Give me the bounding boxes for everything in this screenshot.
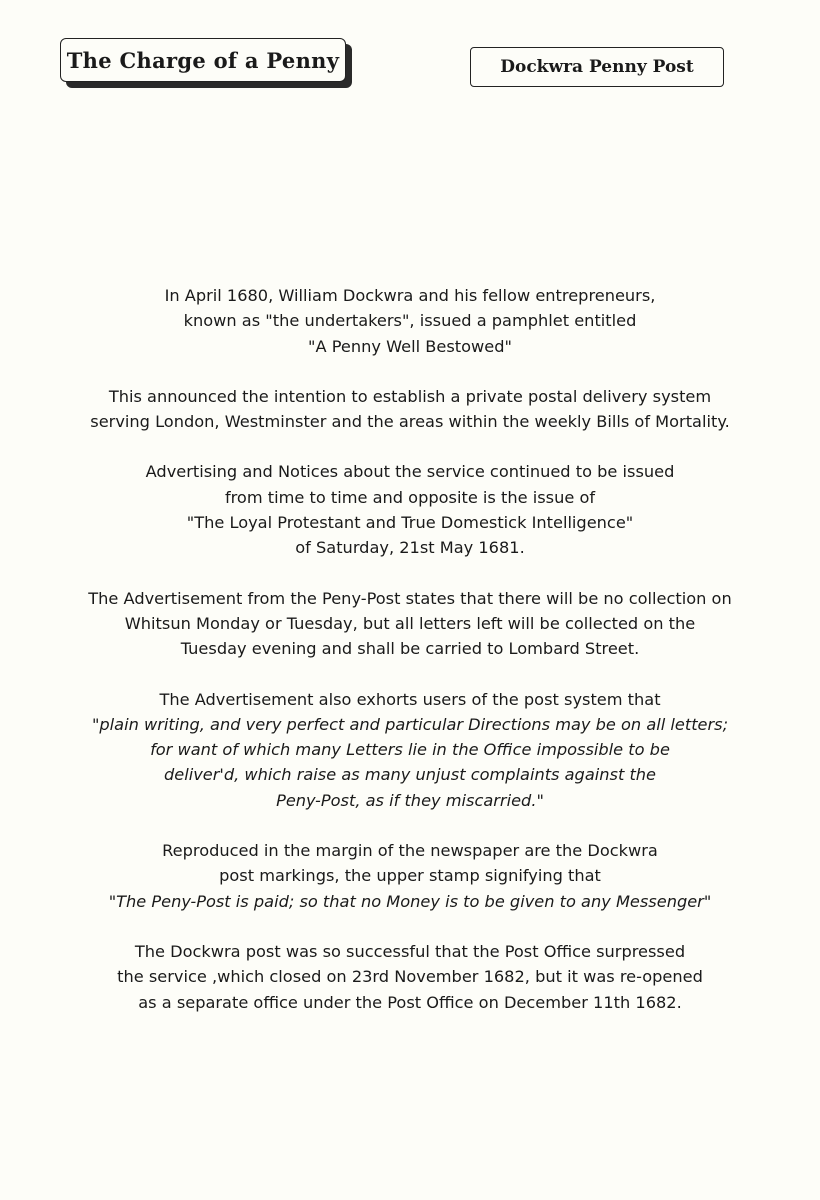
text-line: "A Penny Well Bestowed": [308, 336, 512, 356]
text-line: "The Loyal Protestant and True Domestick Intelligence": [186, 513, 634, 533]
text-line: of Saturday, 21st May 1681.: [295, 538, 525, 558]
text-line: post markings, the upper stamp signifying that: [219, 866, 601, 886]
text-line: as a separate office under the Post Office on December 11th 1682.: [138, 992, 682, 1012]
text-line: the service ,which closed on 23rd November 1682, but it was re-opened: [117, 967, 703, 987]
paragraph-exhortation: [40, 687, 780, 813]
paragraph-pamphlet: [40, 283, 780, 359]
body-text: [40, 283, 780, 1040]
text-line: The Advertisement also exhorts users of the post system that: [159, 689, 661, 709]
paragraph-closure: [40, 939, 780, 1015]
text-line: known as "the undertakers", issued a pamphlet entitled: [183, 311, 637, 331]
text-line: from time to time and opposite is the issue of: [224, 487, 596, 507]
text-line: In April 1680, William Dockwra and his fellow entrepreneurs,: [164, 286, 656, 305]
quote-line: "The Peny-Post is paid; so that no Money is to be given to any Messenger": [108, 891, 712, 911]
text-line: The Advertisement from the Peny-Post states that there will be no collection on: [88, 588, 732, 608]
quote-line: "plain writing, and very perfect and particular Directions may be on all letters;: [91, 714, 729, 734]
series-label: Dockwra Penny Post: [500, 57, 694, 77]
quote-line: Peny-Post, as if they miscarried.": [276, 790, 544, 810]
text-line: This announced the intention to establish a private postal delivery system: [108, 386, 712, 406]
paragraph-collection: [40, 586, 780, 662]
text-line: Tuesday evening and shall be carried to Lombard Street.: [180, 639, 640, 659]
text-line: The Dockwra post was so successful that the Post Office surpressed: [134, 941, 686, 961]
text-line: Whitsun Monday or Tuesday, but all letters left will be collected on the: [124, 613, 696, 633]
text-line: Reproduced in the margin of the newspaper are the Dockwra: [162, 841, 658, 861]
paragraph-advertising: [40, 459, 780, 560]
series-label-box: [470, 47, 724, 87]
text-line: serving London, Westminster and the areas within the weekly Bills of Mortality.: [90, 412, 730, 432]
paragraph-announcement: [40, 384, 780, 435]
quote-line: deliver'd, which raise as many unjust complaints against the: [163, 765, 657, 785]
page-title-box: [60, 38, 346, 82]
text-line: Advertising and Notices about the service continued to be issued: [145, 462, 675, 482]
page-title: The Charge of a Penny: [66, 47, 340, 73]
quote-line: for want of which many Letters lie in the Office impossible to be: [150, 740, 670, 760]
paragraph-markings: [40, 838, 780, 914]
